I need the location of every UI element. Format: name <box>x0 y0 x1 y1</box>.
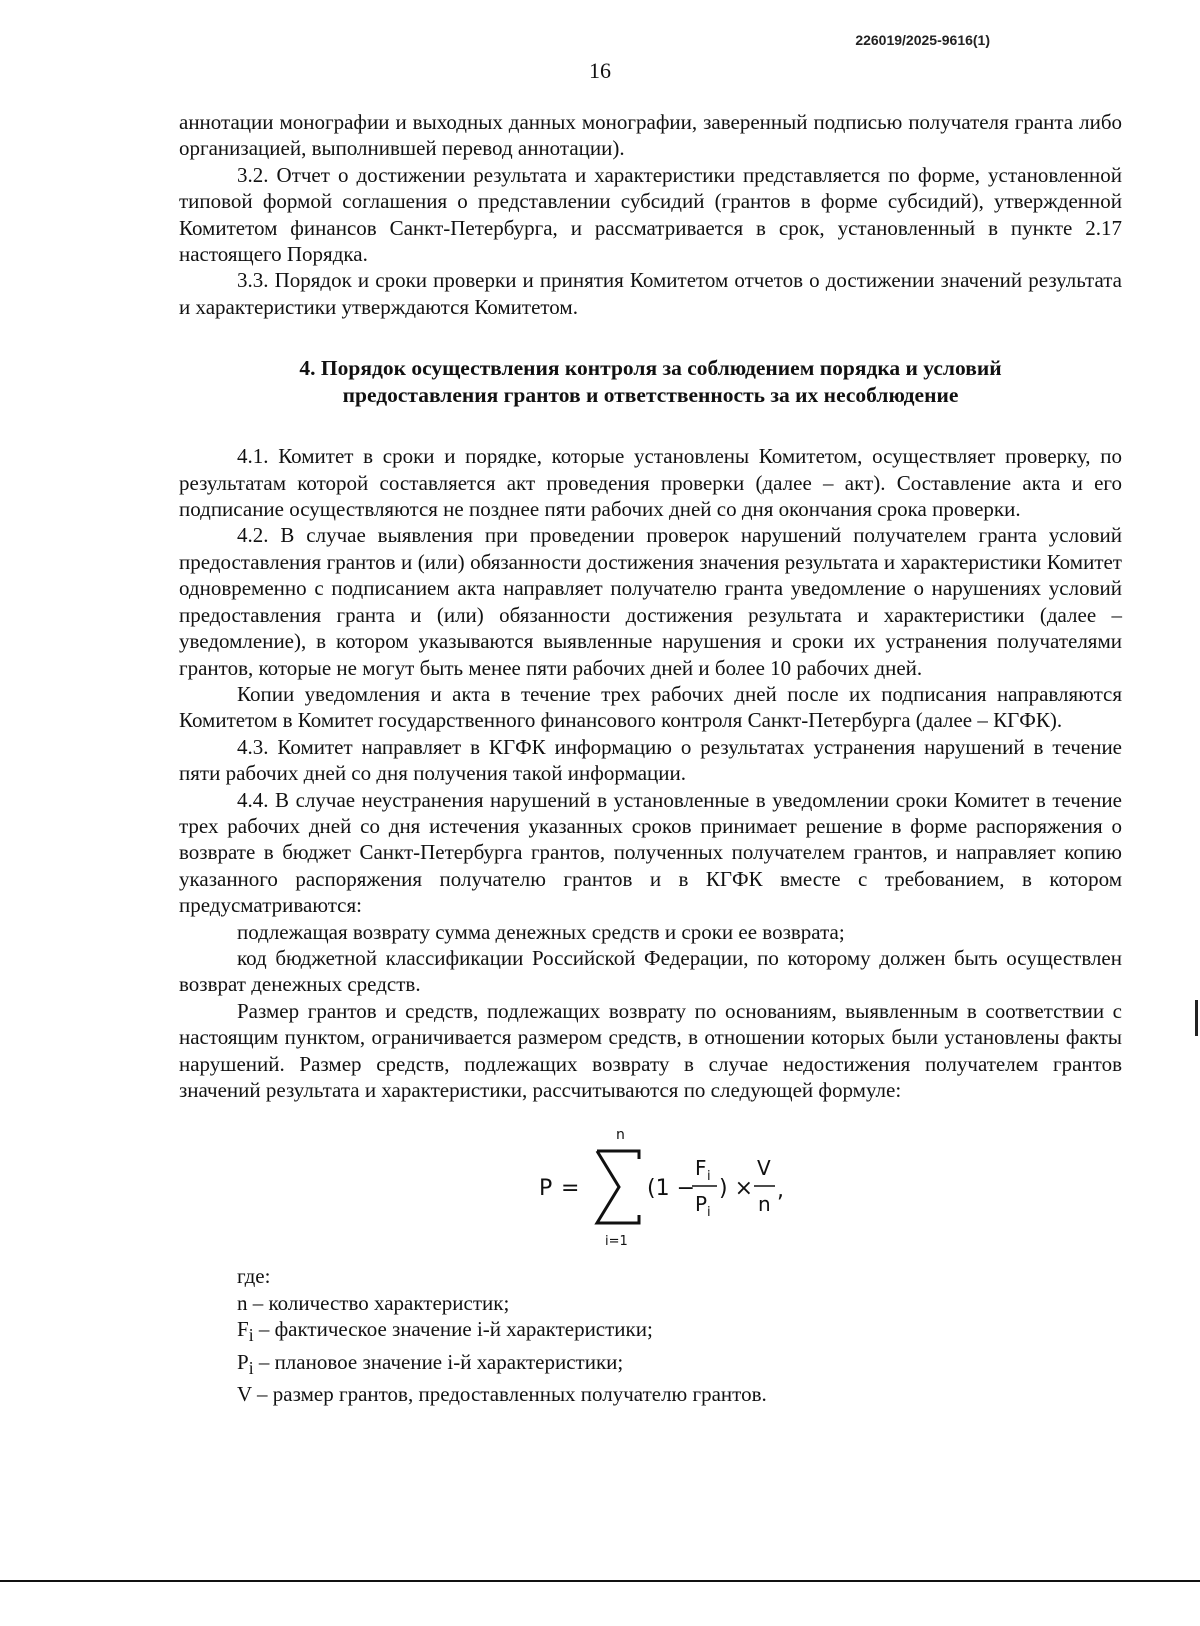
paragraph-budget-code: код бюджетной классификации Российской Федерации, по которому должен быть осуществлен возврат денежных средств. <box>179 945 1122 997</box>
paragraph-copies: Копии уведомления и акта в течение трех рабочих дней после их подписания направляются Комитетом в Комитет государственного финансового контроля Санкт-Петербурга (далее – КГФК). <box>179 681 1122 733</box>
legend-item <box>237 1349 1122 1382</box>
fraction-v-numerator: V <box>757 1156 771 1181</box>
legend-symbol: P <box>237 1349 249 1374</box>
paragraph-refund-size: Размер грантов и средств, подлежащих возврату по основаниям, выявленным в соответствии с настоящим пунктом, ограничивается размером средств, в отношении которых были установлены факты нарушений. Размер средств, подлежащих возврату в случае недостижения получателем грантов значений результата и характеристики, рассчитываются по следующей формуле: <box>179 998 1122 1102</box>
document-number: 226019/2025-9616(1) <box>855 32 990 48</box>
formula-legend <box>179 1263 1122 1407</box>
paragraph-3-2: 3.2. Отчет о достижении результата и характеристики представляется по форме, установленной типовой формой соглашения о представлении субсидий (грантов в форме субсидий), утвержденной Комитетом финансов Санкт-Петербурга, и рассматривается в срок, установленный в пункте 2.17 настоящего Порядка. <box>179 162 1122 267</box>
sum-lower-limit: i=1 <box>605 1234 628 1250</box>
legend-item <box>237 1381 1122 1407</box>
legend-intro: где: <box>237 1264 271 1289</box>
fraction-fact-denominator-sub: i <box>707 1205 711 1221</box>
section-heading-line-2: предоставления грантов и ответственность за их несоблюдение <box>342 383 959 408</box>
legend-text: – количество характеристик; <box>247 1290 510 1315</box>
paragraph-4-1: 4.1. Комитет в сроки и порядке, которые установлены Комитетом, осуществляет проверку, по результатам которой составляется акт проведения проверки (далее – акт). Составление акта и его подписание осуществляются не позднее пяти рабочих дней со дня окончания срока проверки. <box>179 444 1122 522</box>
paragraph-4-3: 4.3. Комитет направляет в КГФК информацию о результатах устранения нарушений в течение пяти рабочих дней со дня получения такой информации. <box>179 734 1122 786</box>
fraction-fact-numerator: F <box>695 1156 707 1181</box>
formula-open-paren: (1 − <box>647 1176 696 1202</box>
legend-text: – размер грантов, предоставленных получателю грантов. <box>251 1382 767 1407</box>
legend-symbol: V <box>237 1382 252 1407</box>
fraction-fact-numerator-sub: i <box>707 1169 711 1185</box>
legend-symbol: n <box>237 1290 248 1315</box>
paragraph-refund-amount: подлежащая возврату сумма денежных средств и сроки ее возврата; <box>237 919 845 944</box>
page-number: 16 <box>589 58 611 83</box>
legend-symbol-sub: i <box>248 1325 254 1346</box>
legend-text: – фактическое значение i-й характеристики; <box>253 1317 653 1342</box>
legend-text: – плановое значение i-й характеристики; <box>253 1349 624 1374</box>
formula-equals: = <box>561 1176 580 1202</box>
formula-lhs: P <box>539 1176 553 1202</box>
formula-close-times: ) × <box>719 1176 754 1202</box>
scan-bottom-line <box>0 1580 1200 1582</box>
fraction-v-denominator: n <box>758 1192 771 1217</box>
document-body <box>179 109 1122 1408</box>
section-heading-line-1: 4. Порядок осуществления контроля за соблюдением порядка и условий <box>299 356 1002 381</box>
legend-symbol-sub: i <box>248 1358 254 1378</box>
scan-edge-mark <box>1195 1000 1198 1036</box>
sum-upper-limit: n <box>616 1127 625 1144</box>
fraction-fact-denominator: P <box>695 1192 708 1217</box>
paragraph-annotation-end: аннотации монографии и выходных данных монографии, заверенный подписью получателя гранта либо организацией, выполнившей перевод аннотации). <box>179 110 1122 161</box>
paragraph-4-2: 4.2. В случае выявления при проведении проверок нарушений получателем гранта условий предоставления грантов и (или) обязанности достижения значения результата и характеристики Комитет одновременно с подписанием акта направляет получателю гранта уведомление о нарушениях условий предоставления гранта и (или) обязанности достижения результата и характеристики (далее – уведомление), в котором указываются выявленные нарушения и сроки их устранения получателями грантов, которые не могут быть менее пяти рабочих дней и более 10 рабочих дней. <box>179 523 1122 680</box>
legend-symbol: F <box>237 1317 249 1342</box>
formula-block <box>179 1123 1122 1263</box>
legend-item <box>237 1316 1122 1349</box>
refund-formula <box>539 1123 799 1253</box>
paragraph-4-4: 4.4. В случае неустранения нарушений в установленные в уведомлении сроки Комитет в течение трех рабочих дней со дня истечения указанных сроков принимает решение в форме распоряжения о возврате в бюджет Санкт-Петербурга грантов, полученных получателем грантов, и направляет копию указанного распоряжения получателю грантов и в КГФК вместе с требованием, в котором предусматриваются: <box>179 787 1122 918</box>
section-heading-4 <box>179 355 1122 409</box>
formula-trailing-comma: , <box>777 1178 784 1204</box>
paragraph-3-3: 3.3. Порядок и сроки проверки и принятия Комитетом отчетов о достижении значений результата и характеристики утверждаются Комитетом. <box>179 268 1122 319</box>
legend-item <box>237 1290 1122 1316</box>
sigma-icon <box>597 1151 639 1223</box>
